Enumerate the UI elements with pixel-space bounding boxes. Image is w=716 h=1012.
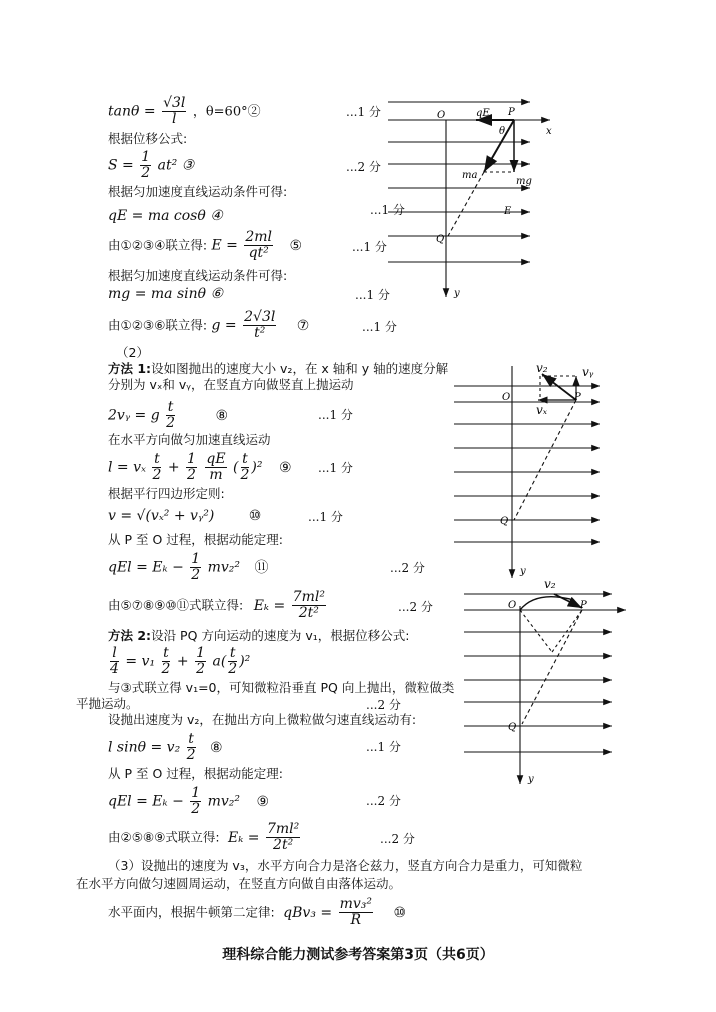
newton-num: mv₃² xyxy=(339,896,372,912)
method2-title: 方法 2: xyxy=(108,628,152,643)
m2-d: )² xyxy=(239,653,251,670)
eq9-d: )² xyxy=(251,459,263,476)
m2-a: = v₁ xyxy=(125,653,156,670)
eq9-f3d: m xyxy=(209,467,223,483)
part3-line2: 在水平方向做匀速圆周运动，在竖直方向做自由落体运动。 xyxy=(76,876,402,891)
d1-qe-label: qE xyxy=(476,108,490,119)
diagram-2 xyxy=(452,362,612,584)
score-3: ...1 分 xyxy=(370,203,405,217)
s-den: 2 xyxy=(141,165,151,181)
d1-p-label: P xyxy=(508,107,515,118)
eq11-a: qEl = Eₖ − xyxy=(108,559,184,576)
d2-o-label: O xyxy=(502,392,511,403)
eq8-fraction xyxy=(166,400,175,431)
tan-den: l xyxy=(171,111,177,127)
p-to-o-heading-1: 从 P 至 O 过程，根据动能定理: xyxy=(108,532,283,547)
score-12: ...2 分 xyxy=(366,698,401,712)
diagram-3 xyxy=(462,576,632,790)
score-1: ...1 分 xyxy=(346,105,381,119)
condition-heading-1: 根据匀加速度直线运动条件可得: xyxy=(108,184,288,199)
s-lhs: S = xyxy=(108,157,134,174)
d3-p-label: P xyxy=(580,600,587,611)
m2-eq8-frac xyxy=(187,732,196,763)
m2-eq9-frac xyxy=(190,786,201,817)
ek2-fraction xyxy=(266,822,300,853)
eq11-n: 1 xyxy=(191,551,201,567)
s-fraction xyxy=(140,150,151,181)
newton-equation xyxy=(108,897,406,928)
m2-f4n: t xyxy=(229,645,236,661)
e-den: qt² xyxy=(248,245,269,261)
d1-q-label: Q xyxy=(436,234,445,245)
s-num: 1 xyxy=(141,149,151,165)
score-2: ...2 分 xyxy=(346,160,381,174)
d2-y-label: y xyxy=(520,566,526,577)
d3-o-label: O xyxy=(508,600,517,611)
d1-e-label: E xyxy=(504,206,512,217)
eq8-den: 2 xyxy=(166,415,176,431)
e-circ: ⑤ xyxy=(289,237,303,254)
method2-text1: 设沿 PQ 方向运动的速度为 v₁，根据位移公式: xyxy=(151,628,410,643)
g-lhs: g = xyxy=(211,317,237,334)
score-14: ...2 分 xyxy=(366,794,401,808)
g-den: t² xyxy=(254,325,266,341)
score-4: ...1 分 xyxy=(352,240,387,254)
newton-lhs: qBv₃ = xyxy=(283,904,333,921)
m2-eq9-d: 2 xyxy=(191,801,201,817)
e-equation xyxy=(108,230,302,261)
d3-y-label: y xyxy=(528,774,534,785)
m2-frac4 xyxy=(228,646,237,677)
m2-c: a( xyxy=(212,653,227,670)
diagram-1 xyxy=(380,92,560,302)
score-8: ...1 分 xyxy=(318,461,353,475)
eq9 xyxy=(108,452,292,483)
method1-title: 方法 1: xyxy=(108,361,152,376)
m2-eq8-a: l sinθ = v₂ xyxy=(108,739,181,756)
eq9-f3n: qE xyxy=(206,451,226,467)
d1-y-label: y xyxy=(454,288,460,299)
ek-lhs: Eₖ = xyxy=(253,597,286,614)
d1-x-label: x xyxy=(546,126,552,137)
eq9-frac1 xyxy=(152,452,161,483)
combine-4-prefix: 由②⑤⑧⑨式联立得: xyxy=(108,829,220,845)
method1-line2: 分别为 vₓ和 vᵧ，在竖直方向做竖直上抛运动 xyxy=(108,377,354,392)
score-15: ...2 分 xyxy=(380,832,415,846)
m2-frac2 xyxy=(162,646,171,677)
part3-line1: （3）设抛出的速度为 v₃，水平方向合力是洛仑兹力，竖直方向合力是重力，可知微粒 xyxy=(108,858,583,873)
d2-vx-label: vₓ xyxy=(536,403,548,417)
m2-f2d: 2 xyxy=(161,661,171,677)
s-tail: at² ③ xyxy=(157,157,195,174)
method2-line3: 平抛运动。 xyxy=(76,696,139,711)
newton-fraction xyxy=(339,897,373,928)
s-equation xyxy=(108,150,194,181)
method2-line4: 设抛出速度为 v₂，在抛出方向上微粒做匀速直线运动有: xyxy=(108,712,417,727)
tan-lhs: tanθ = xyxy=(108,103,156,120)
m2-eq9-circ: ⑨ xyxy=(256,793,270,810)
m2-eq8 xyxy=(108,732,223,763)
score-7: ...1 分 xyxy=(318,408,353,422)
eq11-b: mv₂² xyxy=(207,559,241,576)
m2-eq9-b: mv₂² xyxy=(207,793,241,810)
eq11-circ: ⑪ xyxy=(254,559,269,576)
eq11 xyxy=(108,552,269,583)
eq10-circ: ⑩ xyxy=(248,508,262,524)
ek2-equation xyxy=(108,822,302,853)
m2-eq8-d: 2 xyxy=(186,747,196,763)
eq10-body: v = √(vₓ² + vᵧ²) xyxy=(108,508,215,524)
m2-f3d: 2 xyxy=(196,661,206,677)
tan-tail: ，θ=60°② xyxy=(192,104,261,120)
d1-o-label: O xyxy=(437,110,446,121)
eq9-frac4 xyxy=(241,452,250,483)
g-fraction xyxy=(243,310,276,341)
d2-v2-label: v₂ xyxy=(536,361,548,375)
m2-f2n: t xyxy=(163,645,169,661)
e-num: 2ml xyxy=(245,229,273,245)
eq8 xyxy=(108,400,228,431)
combine-1-prefix: 由①②③④联立得: xyxy=(108,237,208,253)
method1-text1: 设如图抛出的速度大小 v₂，在 x 轴和 y 轴的速度分解 xyxy=(151,361,449,376)
ek-equation xyxy=(108,590,328,621)
eq9-f1d: 2 xyxy=(152,467,162,483)
mg-equation: mg = ma sinθ ⑥ xyxy=(108,286,224,302)
m2-eq8-n: t xyxy=(188,731,194,747)
d3-v2-label: v₂ xyxy=(544,577,556,591)
qe-equation: qE = ma cosθ ④ xyxy=(108,208,223,224)
m2-f1d: 4 xyxy=(110,661,119,677)
score-10: ...2 分 xyxy=(390,561,425,575)
condition-heading-2: 根据匀加速度直线运动条件可得: xyxy=(108,268,288,283)
d1-theta-label: θ xyxy=(499,126,506,137)
score-11: ...2 分 xyxy=(398,600,433,614)
eq8-num: t xyxy=(167,399,174,415)
score-13: ...1 分 xyxy=(366,740,401,754)
tan-fraction xyxy=(162,96,186,127)
parallelogram-heading: 根据平行四边形定则: xyxy=(108,486,225,501)
eq11-frac xyxy=(190,552,201,583)
eq8-lhs: 2vᵧ = g xyxy=(108,407,160,424)
d3-q-label: Q xyxy=(508,722,517,733)
e-fraction xyxy=(244,230,273,261)
page-footer: 理科综合能力测试参考答案第3页（共6页） xyxy=(222,947,494,963)
m2-frac1 xyxy=(110,646,119,677)
m2-eq9-n: 1 xyxy=(191,785,201,801)
method2-line1 xyxy=(108,628,409,644)
p-to-o-heading-2: 从 P 至 O 过程，根据动能定理: xyxy=(108,766,283,781)
eq9-c: ( xyxy=(233,459,239,476)
combine-3-prefix: 由⑤⑦⑧⑨⑩⑪式联立得: xyxy=(108,597,244,613)
ek2-num: 7ml² xyxy=(266,821,300,837)
ek-den: 2t² xyxy=(298,605,319,621)
d2-vy-label: vᵧ xyxy=(582,365,594,379)
eq9-a: l = vₓ xyxy=(108,459,146,476)
ek2-den: 2t² xyxy=(273,837,294,853)
tan-equation xyxy=(108,96,261,127)
eq11-d: 2 xyxy=(191,567,201,583)
m2-eq9 xyxy=(108,786,269,817)
horizontal-heading: 在水平方向做匀加速直线运动 xyxy=(108,432,271,447)
score-5: ...1 分 xyxy=(355,288,390,302)
eq9-f2d: 2 xyxy=(187,467,196,483)
eq9-frac2 xyxy=(186,452,197,483)
part2-label: （2） xyxy=(116,345,149,360)
newton-prefix: 水平面内，根据牛顿第二定律: xyxy=(108,904,275,920)
g-num: 2√3l xyxy=(244,309,276,325)
newton-circ: ⑩ xyxy=(393,904,407,921)
d1-mg-label: mg xyxy=(516,176,532,187)
eq9-circ: ⑨ xyxy=(278,459,292,476)
d2-q-label: Q xyxy=(500,516,509,527)
eq9-f4n: t xyxy=(242,451,248,467)
eq9-f1n: t xyxy=(154,451,160,467)
eq9-f2n: 1 xyxy=(187,451,196,467)
eq9-f4d: 2 xyxy=(240,467,250,483)
method2-line2: 与③式联立得 v₁=0，可知微粒沿垂直 PQ 向上抛出，微粒做类 xyxy=(108,680,455,695)
displacement-heading: 根据位移公式: xyxy=(108,131,188,146)
m2-b: + xyxy=(176,653,189,670)
eq9-frac3 xyxy=(205,452,226,483)
m2-eq9-a: qEl = Eₖ − xyxy=(108,793,184,810)
eq10 xyxy=(108,508,261,524)
eq8-circ: ⑧ xyxy=(215,407,229,424)
g-circ: ⑦ xyxy=(296,317,310,334)
m2-displacement-eq xyxy=(108,646,250,677)
d1-ma-label: ma xyxy=(462,170,478,181)
score-9: ...1 分 xyxy=(308,510,343,524)
m2-f4d: 2 xyxy=(228,661,238,677)
m2-f1n: l xyxy=(110,646,119,662)
m2-eq8-circ: ⑧ xyxy=(210,739,223,756)
ek2-lhs: Eₖ = xyxy=(228,829,260,846)
m2-frac3 xyxy=(195,646,206,677)
newton-den: R xyxy=(350,912,362,928)
g-equation xyxy=(108,310,309,341)
eq9-b: + xyxy=(167,459,180,476)
method1-line1 xyxy=(108,361,448,377)
ek-num: 7ml² xyxy=(292,589,325,605)
e-lhs: E = xyxy=(211,237,238,254)
tan-num: √3l xyxy=(163,95,186,111)
combine-2-prefix: 由①②③⑥联立得: xyxy=(108,317,208,333)
m2-f3n: 1 xyxy=(196,645,206,661)
d2-p-label: P xyxy=(574,392,581,403)
score-6: ...1 分 xyxy=(362,320,397,334)
ek-fraction xyxy=(292,590,326,621)
